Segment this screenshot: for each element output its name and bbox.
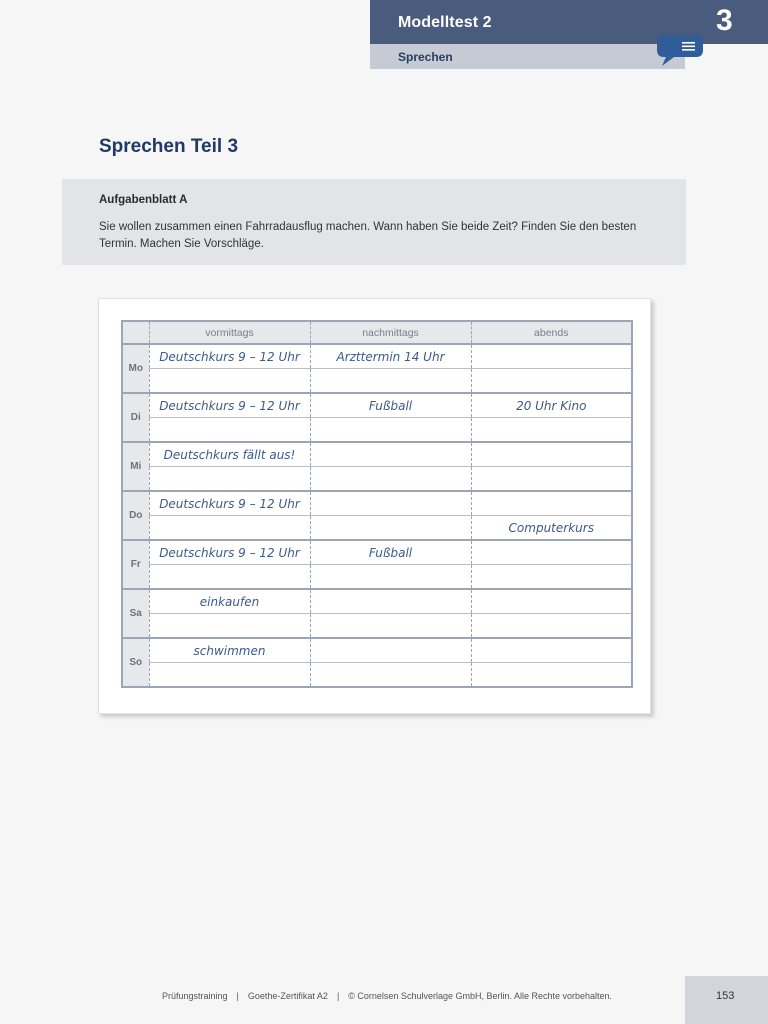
schedule-entry <box>471 638 632 663</box>
day-label: Mi <box>122 442 149 491</box>
day-label: So <box>122 638 149 687</box>
footer-series: Prüfungstraining <box>162 991 228 1001</box>
calendar-row <box>122 442 632 467</box>
chapter-number: 3 <box>716 4 733 37</box>
footer-separator: | <box>336 991 340 1001</box>
schedule-entry <box>471 663 632 688</box>
schedule-entry <box>471 614 632 639</box>
column-header: nachmittags <box>310 321 471 344</box>
footer-separator: | <box>236 991 239 1001</box>
calendar-row <box>122 589 632 614</box>
calendar-row <box>122 491 632 516</box>
corner-cell <box>122 321 149 344</box>
schedule-entry: Deutschkurs fällt aus! <box>149 442 310 467</box>
schedule-entry <box>149 663 310 688</box>
calendar-subrow <box>122 418 632 443</box>
schedule-entry <box>471 369 632 394</box>
schedule-entry: Computerkurs <box>471 516 632 541</box>
column-header: vormittags <box>149 321 310 344</box>
schedule-entry <box>310 369 471 394</box>
calendar-subrow <box>122 565 632 590</box>
schedule-entry <box>471 344 632 369</box>
schedule-entry: Fußball <box>310 393 471 418</box>
schedule-entry <box>149 369 310 394</box>
schedule-entry <box>471 540 632 565</box>
speech-bubble-icon <box>656 33 704 69</box>
calendar-subrow <box>122 467 632 492</box>
footer-copyright: © Cornelsen Schulverlage GmbH, Berlin. Alle Rechte vorbehalten. <box>348 991 613 1001</box>
schedule-entry <box>471 418 632 443</box>
schedule-entry: Deutschkurs 9 – 12 Uhr <box>149 491 310 516</box>
schedule-entry: Fußball <box>310 540 471 565</box>
calendar-row <box>122 344 632 369</box>
schedule-entry <box>471 589 632 614</box>
schedule-entry <box>310 516 471 541</box>
header-title: Modelltest 2 <box>398 14 492 31</box>
schedule-entry <box>310 565 471 590</box>
schedule-entry <box>149 614 310 639</box>
calendar-row <box>122 393 632 418</box>
calendar-subrow <box>122 516 632 541</box>
day-label: Do <box>122 491 149 540</box>
schedule-entry <box>149 565 310 590</box>
day-label: Sa <box>122 589 149 638</box>
schedule-entry <box>149 467 310 492</box>
column-header: abends <box>471 321 632 344</box>
schedule-entry <box>310 418 471 443</box>
task-text: Sie wollen zusammen einen Fahrradausflug machen. Wann haben Sie beide Zeit? Finden Sie den besten Termin. Machen Sie Vorschläge. <box>99 221 637 250</box>
calendar-table <box>121 320 633 688</box>
schedule-entry <box>471 467 632 492</box>
page-number: 153 <box>716 990 735 1002</box>
calendar-row <box>122 540 632 565</box>
day-label: Mo <box>122 344 149 393</box>
calendar-subrow <box>122 369 632 394</box>
header-subtitle: Sprechen <box>398 50 453 64</box>
schedule-entry <box>310 638 471 663</box>
schedule-entry: Arzttermin 14 Uhr <box>310 344 471 369</box>
schedule-entry <box>471 442 632 467</box>
schedule-entry <box>310 663 471 688</box>
schedule-entry <box>310 614 471 639</box>
calendar-row <box>122 638 632 663</box>
schedule-entry <box>149 516 310 541</box>
calendar-subrow <box>122 614 632 639</box>
schedule-entry <box>471 491 632 516</box>
schedule-entry <box>310 442 471 467</box>
day-label: Fr <box>122 540 149 589</box>
schedule-entry <box>310 491 471 516</box>
calendar-subrow <box>122 663 632 688</box>
task-heading: Aufgabenblatt A <box>99 194 188 206</box>
section-title: Sprechen Teil 3 <box>99 136 239 157</box>
schedule-entry: Deutschkurs 9 – 12 Uhr <box>149 540 310 565</box>
schedule-entry: Deutschkurs 9 – 12 Uhr <box>149 393 310 418</box>
schedule-entry: schwimmen <box>149 638 310 663</box>
footer <box>162 991 612 1001</box>
schedule-entry <box>310 467 471 492</box>
footer-exam: Goethe-Zertifikat A2 <box>247 991 328 1001</box>
schedule-entry <box>471 565 632 590</box>
schedule-entry: Deutschkurs 9 – 12 Uhr <box>149 344 310 369</box>
schedule-entry: 20 Uhr Kino <box>471 393 632 418</box>
schedule-entry: einkaufen <box>149 589 310 614</box>
schedule-entry <box>310 589 471 614</box>
schedule-entry <box>149 418 310 443</box>
day-label: Di <box>122 393 149 442</box>
